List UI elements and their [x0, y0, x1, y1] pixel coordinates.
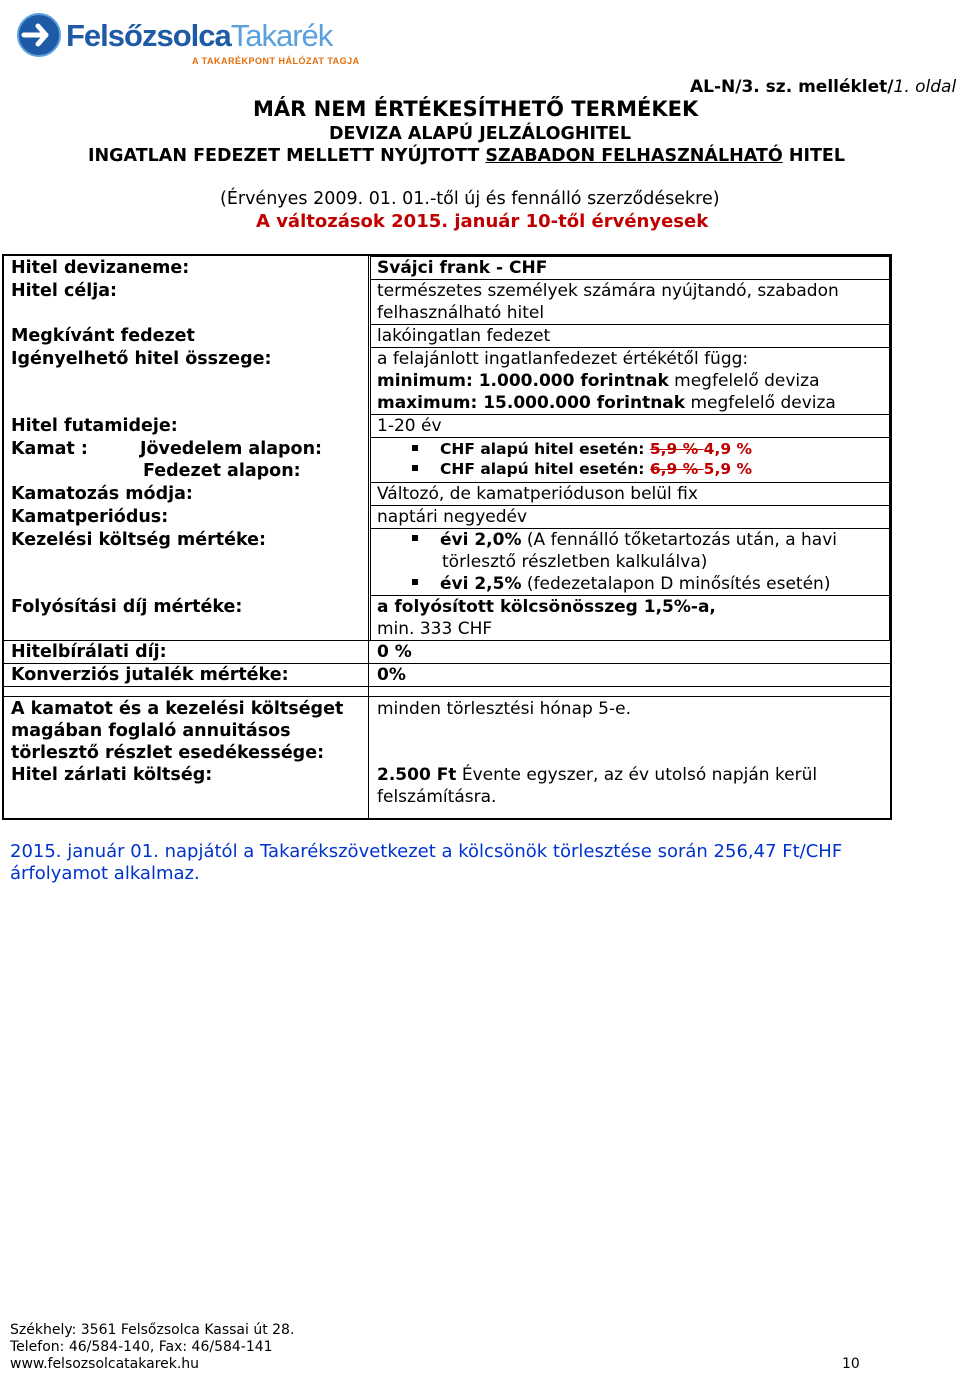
bullet-icon [412, 535, 418, 541]
page-number: 10 [842, 1356, 860, 1372]
interest-mode-label: Kamatozás módja: [11, 484, 193, 504]
footer-phone: Telefon: 46/584-140, Fax: 46/584-141 [10, 1339, 273, 1355]
assessment-fee-value: 0 % [377, 642, 412, 662]
product-subtitle: INGATLAN FEDEZET MELLETT NYÚJTOTT SZABADON FELHASZNÁLHATÓ HITEL [88, 146, 846, 166]
footer-website[interactable]: www.felsozsolcatakarek.hu [10, 1356, 200, 1372]
logo-emblem-icon [16, 12, 62, 58]
closing-fee-value-2: felszámításra. [377, 787, 497, 807]
amount-maximum: maximum: 15.000.000 forintnak megfelelő deviza [377, 393, 836, 413]
bullet-icon [412, 465, 418, 471]
bullet-icon [412, 579, 418, 585]
handling-fee-label: Kezelési költség mértéke: [11, 530, 267, 550]
term-value: 1-20 év [377, 416, 442, 436]
changes-note: A változások 2015. január 10-től érvényesek [256, 211, 709, 232]
conditions-table [2, 254, 892, 820]
conversion-fee-label: Konverziós jutalék mértéke: [11, 665, 289, 685]
interest-income-value: CHF alapú hitel esetén: 5,9 % 4,9 % [412, 438, 752, 460]
interest-collateral-value: CHF alapú hitel esetén: 6,9 % 5,9 % [412, 458, 752, 480]
currency-label: Hitel devizaneme: [11, 258, 190, 278]
amount-minimum: minimum: 1.000.000 forintnak megfelelő deviza [377, 371, 820, 391]
attachment-reference: AL-N/3. sz. melléklet/1. oldal [690, 77, 957, 97]
handling-fee-value-1: évi 2,0% (A fennálló tőketartozás után, a havi [412, 529, 837, 551]
collateral-value: lakóingatlan fedezet [377, 326, 551, 346]
interest-collateral-label: Fedezet alapon: [143, 461, 301, 481]
closing-fee-label: Hitel zárlati költség: [11, 765, 213, 785]
exchange-rate-note: 2015. január 01. napjától a Takarékszövetkezet a kölcsönök törlesztése során 256,47 Ft/CHF árfolyamot alkalmaz. [10, 841, 843, 884]
logo-wordmark: FelsőzsolcaTakarék [66, 18, 333, 53]
conversion-fee-value: 0% [377, 665, 406, 685]
handling-fee-value-2: évi 2,5% (fedezetalapon D minősítés esetén) [412, 573, 830, 595]
amount-value-1: a felajánlott ingatlanfedezet értékétől függ: [377, 349, 749, 369]
currency-value: Svájci frank - CHF [377, 258, 548, 278]
purpose-label: Hitel célja: [11, 281, 118, 301]
closing-fee-value: 2.500 Ft Évente egyszer, az év utolsó napján kerül [377, 765, 818, 785]
interest-period-value: naptári negyedév [377, 507, 528, 527]
logo-tagline: A TAKARÉKPONT HÁLÓZAT TAGJA [192, 56, 360, 66]
page-title: MÁR NEM ÉRTÉKESÍTHETŐ TERMÉKEK [253, 97, 699, 121]
product-title: DEVIZA ALAPÚ JELZÁLOGHITEL [328, 124, 632, 144]
amount-label: Igényelhető hitel összege: [11, 349, 272, 369]
footer-contact [10, 1322, 294, 1373]
installment-label: A kamatot és a kezelési költséget magában foglaló annuitásos törlesztő részlet esedékessége: [11, 699, 344, 763]
interest-income-label: Jövedelem alapon: [140, 439, 323, 459]
disbursement-fee-value-2: min. 333 CHF [377, 619, 493, 639]
company-logo [10, 6, 360, 74]
term-label: Hitel futamideje: [11, 416, 178, 436]
assessment-fee-label: Hitelbírálati díj: [11, 642, 167, 662]
purpose-value-1: természetes személyek számára nyújtandó, szabadon [377, 281, 839, 301]
disbursement-fee-label: Folyósítási díj mértéke: [11, 597, 243, 617]
installment-value: minden törlesztési hónap 5-e. [377, 699, 631, 719]
interest-label: Kamat : [11, 439, 88, 459]
collateral-label: Megkívánt fedezet [11, 326, 195, 346]
purpose-value-2: felhasználható hitel [377, 303, 545, 323]
interest-mode-value: Változó, de kamatperióduson belül fix [377, 484, 698, 504]
bullet-icon [412, 445, 418, 451]
footer-address: Székhely: 3561 Felsőzsolca Kassai út 28. [10, 1322, 295, 1338]
handling-fee-value-1-cont: törlesztő részletben kalkulálva) [442, 552, 708, 572]
disbursement-fee-value-1: a folyósított kölcsönösszeg 1,5%-a, [377, 597, 716, 617]
validity-note: (Érvényes 2009. 01. 01.-től új és fennálló szerződésekre) [220, 189, 720, 209]
interest-period-label: Kamatperiódus: [11, 507, 169, 527]
